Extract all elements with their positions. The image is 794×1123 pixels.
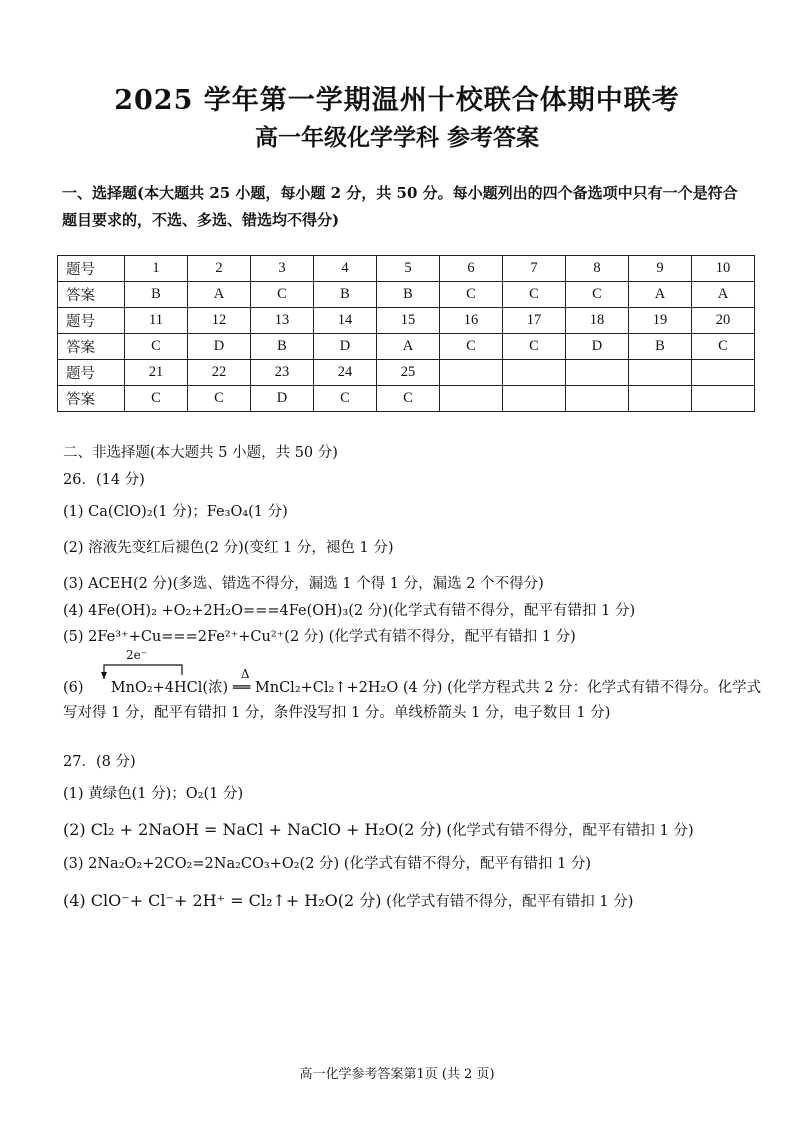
question-number-row xyxy=(58,308,755,334)
answer-cell: B xyxy=(377,282,440,308)
answer-cell: C xyxy=(251,282,314,308)
section2-heading: 二、非选择题(本大题共 5 小题，共 50 分) xyxy=(63,445,338,461)
answer-cell: A xyxy=(188,282,251,308)
answer-cell: C xyxy=(503,334,566,360)
question-number-cell: 13 xyxy=(251,308,314,334)
q26-line2: (2) 溶液先变红后褪色(2 分)(变红 1 分，褪色 1 分) xyxy=(63,540,394,556)
q27-line2-note: (化学式有错不得分，配平有错扣 1 分) xyxy=(441,823,694,839)
question-number-cell: 18 xyxy=(566,308,629,334)
answer-cell: C xyxy=(188,386,251,412)
answer-cell xyxy=(692,386,755,412)
answer-cell: C xyxy=(692,334,755,360)
q27-line3: (3) 2Na₂O₂+2CO₂=2Na₂CO₃+O₂(2 分) (化学式有错不得分，配平有错扣 1 分) xyxy=(63,856,592,872)
page-footer: 高一化学参考答案第1页 (共 2 页) xyxy=(299,1067,495,1082)
answer-cell: D xyxy=(566,334,629,360)
answer-cell: B xyxy=(629,334,692,360)
question-number-cell: 1 xyxy=(125,256,188,282)
question-number-cell: 5 xyxy=(377,256,440,282)
row-label-answer: 答案 xyxy=(58,282,125,308)
answer-cell: C xyxy=(440,282,503,308)
q27-line2-equation: (2) Cl₂ + 2NaOH = NaCl + NaClO + H₂O(2 分) xyxy=(63,820,442,839)
answer-row xyxy=(58,334,755,360)
question-number-cell: 12 xyxy=(188,308,251,334)
question-number-cell: 16 xyxy=(440,308,503,334)
answer-cell: C xyxy=(440,334,503,360)
question-number-cell: 2 xyxy=(188,256,251,282)
question-number-cell: 19 xyxy=(629,308,692,334)
answer-cell: D xyxy=(314,334,377,360)
question-number-cell: 6 xyxy=(440,256,503,282)
reaction-condition: Δ ══ xyxy=(232,667,251,696)
question-number-row xyxy=(58,256,755,282)
eq-left: MnO₂+4HCl(浓) xyxy=(110,680,229,696)
answer-cell: D xyxy=(188,334,251,360)
answer-cell: D xyxy=(251,386,314,412)
question-number-cell: 11 xyxy=(125,308,188,334)
question-number-cell xyxy=(692,360,755,386)
question-number-cell: 23 xyxy=(251,360,314,386)
question-number-cell: 20 xyxy=(692,308,755,334)
question-number-cell xyxy=(566,360,629,386)
row-label-question: 题号 xyxy=(58,256,125,282)
answer-cell: A xyxy=(629,282,692,308)
answer-cell xyxy=(566,386,629,412)
answer-row xyxy=(58,282,755,308)
answer-cell: C xyxy=(125,334,188,360)
answer-cell: A xyxy=(377,334,440,360)
row-label-question: 题号 xyxy=(58,308,125,334)
q26-line6-continued: 写对得 1 分，配平有错扣 1 分，条件没写扣 1 分。单线桥箭头 1 分，电子数目 1 分) xyxy=(63,705,611,721)
question-number-cell: 25 xyxy=(377,360,440,386)
q26-line1: (1) Ca(ClO)₂(1 分)；Fe₃O₄(1 分) xyxy=(63,504,288,520)
answer-cell xyxy=(629,386,692,412)
question-number-cell: 17 xyxy=(503,308,566,334)
answer-cell xyxy=(440,386,503,412)
question-number-cell: 15 xyxy=(377,308,440,334)
answer-cell: C xyxy=(566,282,629,308)
answer-cell: C xyxy=(503,282,566,308)
question-number-cell: 9 xyxy=(629,256,692,282)
question-number-cell: 7 xyxy=(503,256,566,282)
question-number-row xyxy=(58,360,755,386)
answer-cell: C xyxy=(125,386,188,412)
q26-label: 26．(14 分) xyxy=(63,472,145,488)
row-label-answer: 答案 xyxy=(58,386,125,412)
section1-heading: 一、选择题(本大题共 25 小题，每小题 2 分，共 50 分。每小题列出的四个备选项中只有一个是符合题目要求的，不选、多选、错选均不得分) xyxy=(62,184,738,229)
question-number-cell: 14 xyxy=(314,308,377,334)
page-title: 2025 学年第一学期温州十校联合体期中联考 xyxy=(114,85,680,116)
q26-line6-note: (4 分) (化学方程式共 2 分：化学式有错不得分。化学式 xyxy=(402,680,762,696)
page-subtitle: 高一年级化学学科 参考答案 xyxy=(254,124,539,151)
question-number-cell: 3 xyxy=(251,256,314,282)
q26-line4: (4) 4Fe(OH)₂ +O₂+2H₂O===4Fe(OH)₃(2 分)(化学式有错不得分，配平有错扣 1 分) xyxy=(63,603,636,619)
answer-table xyxy=(57,255,755,412)
question-number-cell: 22 xyxy=(188,360,251,386)
q26-line3: (3) ACEH(2 分)(多选、错选不得分，漏选 1 个得 1 分，漏选 2 个不得分) xyxy=(63,576,544,592)
q26-line6-number: (6) xyxy=(63,680,84,696)
eq-right: MnCl₂+Cl₂↑+2H₂O xyxy=(254,680,399,696)
question-number-cell: 4 xyxy=(314,256,377,282)
question-number-cell: 8 xyxy=(566,256,629,282)
q27-line4-note: (化学式有错不得分，配平有错扣 1 分) xyxy=(381,894,634,910)
answer-cell: B xyxy=(314,282,377,308)
q27-line4 xyxy=(63,888,633,911)
q27-line1: (1) 黄绿色(1 分)；O₂(1 分) xyxy=(63,786,244,802)
q26-line5: (5) 2Fe³⁺+Cu===2Fe²⁺+Cu²⁺(2 分) (化学式有错不得分，配平有错扣 1 分) xyxy=(63,629,576,645)
q26-line6 xyxy=(63,667,762,697)
answer-cell: B xyxy=(251,334,314,360)
q27-label: 27．(8 分) xyxy=(63,754,136,770)
answer-cell: C xyxy=(314,386,377,412)
row-label-question: 题号 xyxy=(58,360,125,386)
answer-row xyxy=(58,386,755,412)
electron-label: 2e⁻ xyxy=(126,648,148,662)
heat-symbol: Δ xyxy=(240,667,250,681)
question-number-cell xyxy=(629,360,692,386)
question-number-cell xyxy=(503,360,566,386)
question-number-cell: 24 xyxy=(314,360,377,386)
question-number-cell: 21 xyxy=(125,360,188,386)
question-number-cell xyxy=(440,360,503,386)
answer-cell: C xyxy=(377,386,440,412)
answer-cell xyxy=(503,386,566,412)
answer-cell: A xyxy=(692,282,755,308)
q27-line2 xyxy=(63,817,694,840)
row-label-answer: 答案 xyxy=(58,334,125,360)
answer-cell: B xyxy=(125,282,188,308)
question-number-cell: 10 xyxy=(692,256,755,282)
q27-line4-equation: (4) ClO⁻+ Cl⁻+ 2H⁺ = Cl₂↑+ H₂O(2 分) xyxy=(63,891,382,910)
